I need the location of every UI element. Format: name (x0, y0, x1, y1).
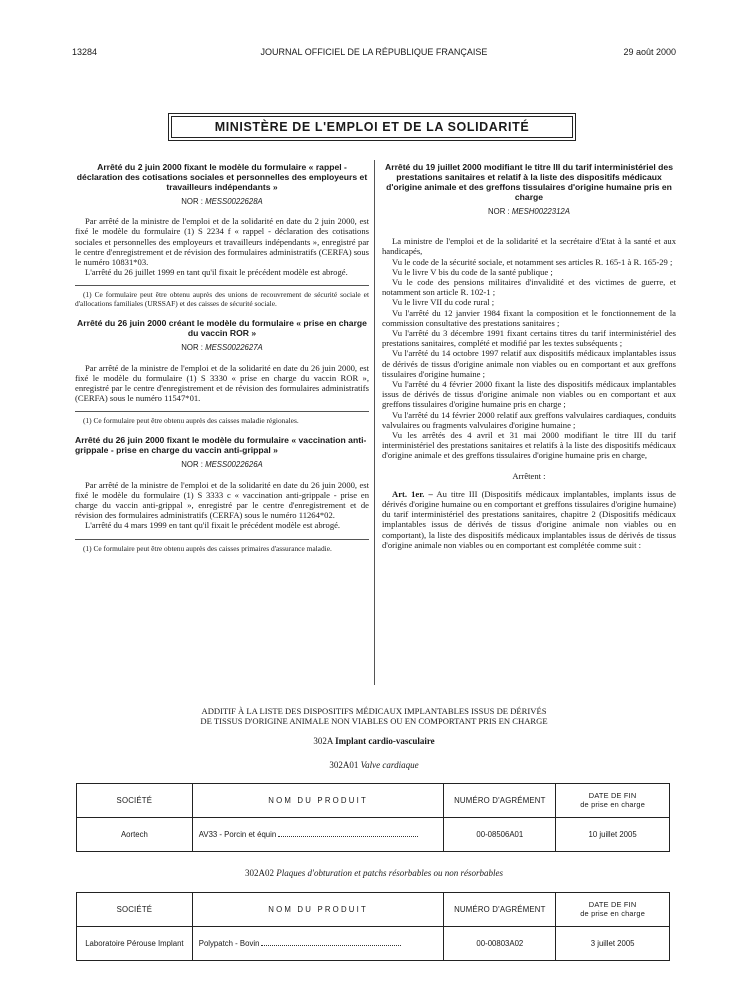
section-302A02: 302A02 Plaques d'obturation et patchs résorbables ou non résorbables (245, 868, 503, 878)
article-3-footnote: (1) Ce formulaire peut être obtenu auprès des caisses primaires d'assurance maladie. (83, 543, 332, 553)
article-2-nor: NOR : MESS0022627A (181, 343, 263, 353)
column-divider (374, 160, 375, 685)
cell-agrement: 00-08506A01 (444, 818, 556, 852)
article-1-title: Arrêté du 2 juin 2000 fixant le modèle du formulaire « rappel - déclaration des cotisations sociales et personnelles des employeurs et travailleurs indépendants » (76, 162, 368, 192)
col-societe: SOCIÉTÉ (77, 784, 193, 818)
device-table-302A01 (76, 783, 670, 852)
journal-title: JOURNAL OFFICIEL DE LA RÉPUBLIQUE FRANÇAISE (260, 47, 488, 57)
dot-leader (278, 831, 418, 837)
left-column (75, 162, 369, 563)
decree-paragraph: Vu l'arrêté du 4 février 2000 fixant la liste des dispositifs médicaux implantables issus de dérivés de tissus d'origine animale non viables ou en comportant et aux greffons tissulaires d'origine humaine pris en charge ; (382, 379, 676, 410)
article-3-title: Arrêté du 26 juin 2000 fixant le modèle du formulaire « vaccination anti-grippale - prise en charge du vaccin anti-grippal » (75, 435, 367, 456)
spacer (382, 226, 676, 236)
decree-nor: NOR : MESH0022312A (488, 207, 570, 216)
footnote-rule (75, 539, 369, 540)
table-header-row (77, 893, 670, 927)
table-header-row (77, 784, 670, 818)
cell-produit: Polypatch - Bovin (192, 927, 444, 961)
footnote-rule (75, 285, 369, 286)
arretent-heading: Arrêtent : (512, 470, 546, 481)
article-1-nor: NOR : MESS0022628A (181, 197, 263, 206)
article-2-body: Par arrêté de la ministre de l'emploi et de la solidarité en date du 26 juin 2000, est fixé le modèle du formulaire (1) S 3330 « prise en charge du vaccin ROR », enregistré par le centre d'enregistrement et de révision des formulaires administratifs (CERFA) sous le numéro 11547*01. (75, 362, 369, 404)
decree-paragraph: Vu l'arrêté du 12 janvier 1984 fixant la composition et le fonctionnement de la commission consultative des prestations sanitaires ; (382, 307, 676, 328)
article-1er (382, 489, 676, 550)
page-number: 13284 (72, 47, 98, 57)
section-302A: 302A Implant cardio-vasculaire (313, 736, 435, 746)
col-agrement: NUMÉRO D'AGRÉMENT (444, 784, 556, 818)
article-2-title: Arrêté du 26 juin 2000 créant le modèle du formulaire « prise en charge du vaccin ROR » (77, 318, 367, 339)
article-1er-text: Au titre III (Dispositifs médicaux implantables, implants issus de dérivés d'origine humaine ou en comportant et greffons tissulaires d'origine humaine) du tarif interministériel des prestations sanitaires, chapitre 2 (Dispositifs médicaux implantables issus de dérivés de tissus d'origine animale non viables ou en comportant), la liste des dispositifs médicaux implantables issus de dérivés de tissus d'origine animale non viables ou en comportant est complétée comme suit : (382, 488, 676, 550)
col-produit: NOM DU PRODUIT (192, 784, 444, 818)
cell-societe: Aortech (77, 818, 193, 852)
decree-paragraph: Vu les arrêtés des 4 avril et 31 mai 2000 modifiant le titre III du tarif interministériel des prestations sanitaires et relatifs à la liste des dispositifs médicaux d'origine animale et des greffons tissulaires d'origine humaine pris en charge, (382, 430, 676, 461)
ministry-banner (168, 113, 576, 141)
table-row (77, 927, 670, 961)
col-agrement: NUMÉRO D'AGRÉMENT (444, 893, 556, 927)
article-1-footnote: (1) Ce formulaire peut être obtenu auprès des unions de recouvrement de sécurité sociale et d'allocations familiales (URSSAF) et des caisses de sécurité sociale. (75, 290, 369, 309)
article-1er-label: Art. 1er. – (392, 488, 433, 499)
col-date-fin: DATE DE FIN de prise en charge (556, 893, 670, 927)
section-302A01: 302A01 Valve cardiaque (329, 760, 419, 770)
decree-paragraph: Vu le livre V bis du code de la santé publique ; (392, 266, 553, 277)
article-3-body: Par arrêté de la ministre de l'emploi et de la solidarité en date du 26 juin 2000, est fixé le modèle du formulaire (1) S 3333 c « vaccination anti-grippale - prise en charge du vaccin anti-grippal », enregistré par le centre d'enregistrement et de révision des formulaires administratifs (CERFA) sous le numéro 11264*02. (75, 479, 369, 521)
col-produit: NOM DU PRODUIT (192, 893, 444, 927)
table-row (77, 818, 670, 852)
decree-title: Arrêté du 19 juillet 2000 modifiant le titre III du tarif interministériel des prestations sanitaires et relatif à la liste des dispositifs médicaux d'origine animale et des greffons tissulaires d'origine humaine pris en charge (385, 162, 673, 202)
cell-date-fin: 3 juillet 2005 (556, 927, 670, 961)
cell-societe: Laboratoire Pérouse Implant (77, 927, 193, 961)
cell-produit: AV33 - Porcin et équin (192, 818, 444, 852)
col-societe: SOCIÉTÉ (77, 893, 193, 927)
decree-paragraph: La ministre de l'emploi et de la solidarité et la secrétaire d'Etat à la santé et aux handicapés, (382, 236, 676, 257)
additif-title: ADDITIF À LA LISTE DES DISPOSITIFS MÉDICAUX IMPLANTABLES ISSUS DE DÉRIVÉS DE TISSUS D'ORIGINE ANIMALE NON VIABLES OU EN COMPORTANT PRIS EN CHARGE (200, 706, 548, 727)
decree-paragraph: Vu l'arrêté du 3 décembre 1991 fixant certains titres du tarif interministériel des prestations sanitaires, complété et modifié par les textes subséquents ; (382, 328, 676, 349)
issue-date: 29 août 2000 (623, 47, 676, 57)
article-2-footnote: (1) Ce formulaire peut être obtenu auprès des caisses maladie régionales. (83, 416, 299, 426)
decree-paragraph: Vu le code de la sécurité sociale, et notamment ses articles R. 165-1 à R. 165-29 ; (392, 256, 673, 267)
decree-paragraph: Vu l'arrêté du 14 octobre 1997 relatif aux dispositifs médicaux implantables issus de dérivés de tissus d'origine animale non viables ou en comportant et aux greffons tissulaires d'origine humaine ; (382, 348, 676, 379)
ministry-title: MINISTÈRE DE L'EMPLOI ET DE LA SOLIDARITÉ (171, 116, 573, 138)
device-table-302A02 (76, 892, 670, 961)
cell-agrement: 00-00803A02 (444, 927, 556, 961)
cell-date-fin: 10 juillet 2005 (556, 818, 670, 852)
right-column (382, 162, 676, 550)
decree-paragraph: Vu le code des pensions militaires d'invalidité et des victimes de guerre, et notamment son article R. 102-1 ; (382, 277, 676, 298)
col-date-fin: DATE DE FIN de prise en charge (556, 784, 670, 818)
article-1-body: Par arrêté de la ministre de l'emploi et de la solidarité en date du 2 juin 2000, est fixé le modèle du formulaire (1) S 2234 f « rappel - déclaration des cotisations sociales et personnelles des employeurs et travailleurs indépendants », enregistré par le centre d'enregistrement et de révision des formulaires administratifs (CERFA) sous le numéro 10831*03. (75, 216, 369, 268)
dot-leader (261, 940, 401, 946)
article-3-nor: NOR : MESS0022626A (181, 460, 263, 470)
article-3-abrogation: L'arrêté du 4 mars 1999 en tant qu'il fixait le précédent modèle est abrogé. (85, 520, 341, 531)
decree-paragraph: Vu le livre VII du code rural ; (392, 297, 495, 308)
footnote-rule (75, 411, 369, 412)
decree-paragraph: Vu l'arrêté du 14 février 2000 relatif aux greffons valvulaires cardiaques, conduits valvulaires ou fragments valvulaires d'origine humaine ; (382, 409, 676, 430)
article-1-abrogation: L'arrêté du 26 juillet 1999 en tant qu'il fixait le précédent modèle est abrogé. (85, 267, 348, 278)
